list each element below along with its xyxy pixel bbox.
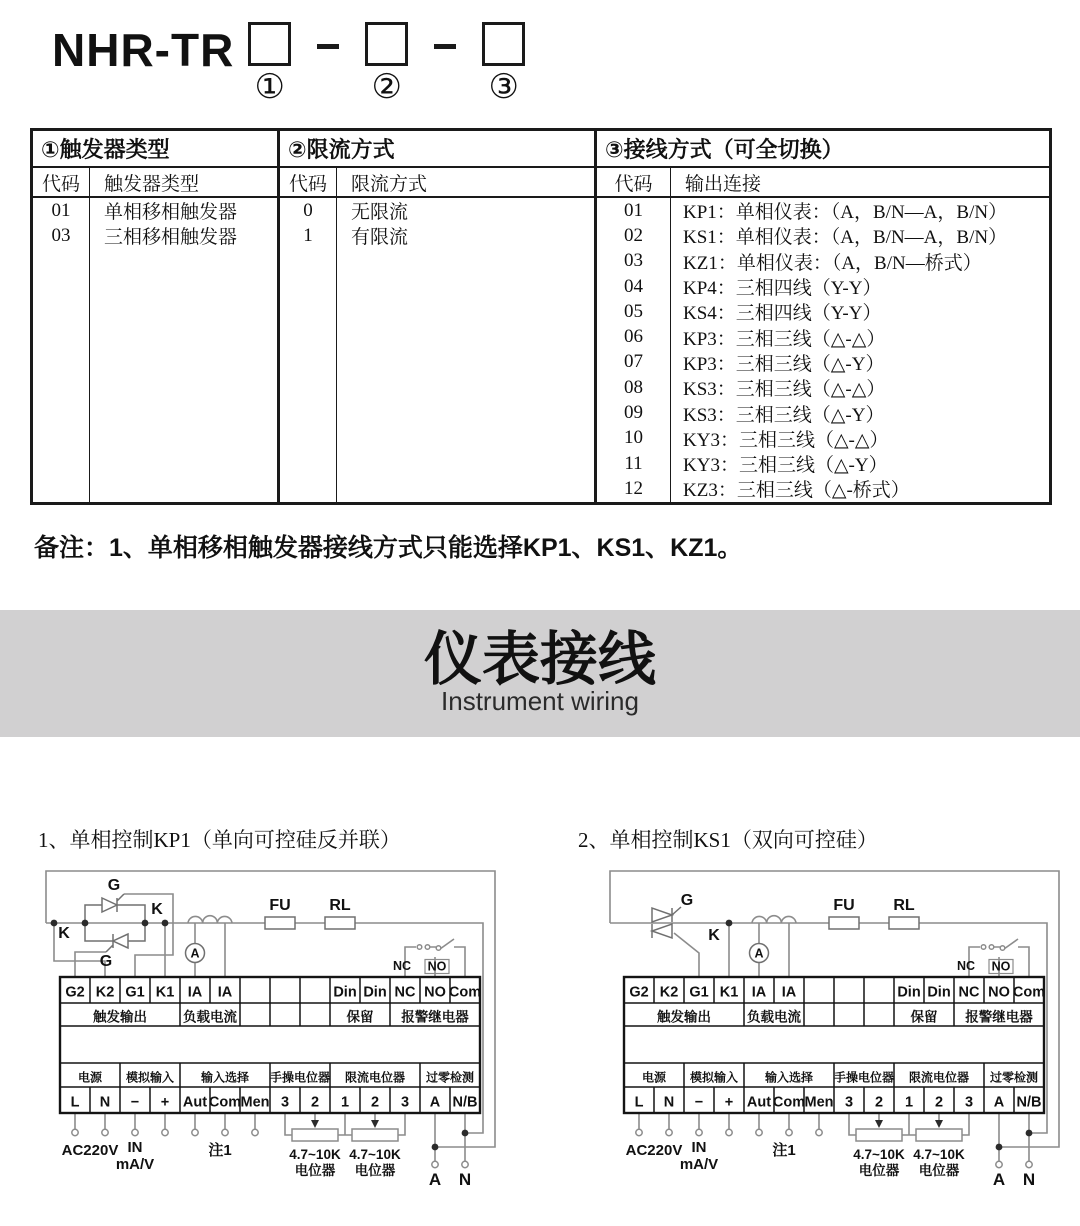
code-cell: 05 <box>624 300 643 322</box>
terminal: Din <box>927 984 951 1001</box>
code-cell: 04 <box>624 275 643 297</box>
label-cell: KP1：单相仪表：（A，B/N—A，B/N） <box>683 202 1008 224</box>
terminal: N <box>99 1094 111 1111</box>
load-label: RL <box>329 897 351 914</box>
circled-1: ① <box>254 67 286 107</box>
model-slot-3 <box>482 22 525 106</box>
terminal: K2 <box>659 984 679 1001</box>
input-label: IN <box>127 1139 143 1156</box>
terminal-strip <box>624 977 1044 1113</box>
relay-nc-label: NC <box>392 959 412 973</box>
fuse <box>829 897 859 929</box>
label-column <box>90 198 277 502</box>
model-slot-2 <box>365 22 408 106</box>
label-cell: KP3：三相三线（△-△） <box>683 328 886 350</box>
group-label: 负载电流 <box>183 1009 237 1025</box>
group-label: 模拟输入 <box>125 1070 175 1085</box>
group-label: 保留 <box>346 1009 374 1025</box>
group-label: 触发输出 <box>93 1009 147 1025</box>
section-title: ③接线方式（可全切换） <box>597 131 1049 168</box>
terminal: G1 <box>689 984 709 1001</box>
code-cell: 09 <box>624 402 643 424</box>
relay-contacts <box>957 939 1029 977</box>
label-cell: KP3：三相三线（△-Y） <box>683 353 885 375</box>
terminal: K1 <box>719 984 739 1001</box>
model-prefix: NHR-TR <box>52 24 235 76</box>
group-label: 过零检测 <box>425 1070 475 1085</box>
section-body <box>33 198 277 502</box>
terminal: IA <box>187 984 203 1001</box>
group-label: 手操电位器 <box>833 1070 895 1085</box>
terminal: IA <box>781 984 797 1001</box>
relay-contacts <box>393 939 465 977</box>
terminal: NO <box>988 984 1010 1001</box>
pot-name-label: 电位器 <box>858 1163 900 1178</box>
terminal: Men <box>240 1094 270 1111</box>
label-cell: KS3：三相三线（△-△） <box>683 379 886 401</box>
label-cell: 无限流 <box>351 202 409 224</box>
wiring-diagram-ks1 <box>604 863 1078 1207</box>
group-label: 触发输出 <box>657 1009 711 1025</box>
label-cell: KS4：三相四线（Y-Y） <box>683 303 882 325</box>
pot-value-label: 4.7~10K <box>853 1147 905 1162</box>
pot-value-label: 4.7~10K <box>349 1147 401 1162</box>
terminal: − <box>130 1094 140 1111</box>
load-resistor <box>325 897 355 929</box>
input-unit-label: mA/V <box>115 1156 155 1173</box>
label-cell: KP4：三相四线（Y-Y） <box>683 278 882 300</box>
terminal: Din <box>363 984 387 1001</box>
cathode-label: K <box>151 901 163 918</box>
diagram-title-ks1: 2、单相控制KS1（双向可控硅） <box>578 828 878 852</box>
annotation-labels <box>626 892 1035 1189</box>
terminal: G1 <box>125 984 145 1001</box>
group-label: 保留 <box>910 1009 938 1025</box>
terminal: 2 <box>370 1094 380 1111</box>
group-label: 输入选择 <box>200 1070 250 1085</box>
input-label: IN <box>691 1139 707 1156</box>
circled-3: ③ <box>488 67 520 107</box>
fuse-label: FU <box>833 897 855 914</box>
terminal: Com <box>208 1094 242 1111</box>
group-label: 模拟输入 <box>689 1070 739 1085</box>
code-cell: 1 <box>303 224 313 246</box>
terminal: N/B <box>452 1094 478 1111</box>
terminal: A <box>429 1094 441 1111</box>
label-column <box>337 198 594 502</box>
pot-name-label: 电位器 <box>918 1163 960 1178</box>
group-label: 输入选择 <box>764 1070 814 1085</box>
label-cell: KS3：三相三线（△-Y） <box>683 404 885 426</box>
section-subheader <box>280 168 594 198</box>
current-transformer <box>186 944 205 963</box>
section-wiring-mode <box>594 131 1049 502</box>
section-title: ②限流方式 <box>280 131 594 168</box>
load-resistor <box>889 897 919 929</box>
terminal: IA <box>751 984 767 1001</box>
group-label: 报警继电器 <box>965 1009 1033 1025</box>
ammeter-label: A <box>190 946 200 961</box>
gate-label: G <box>99 953 113 970</box>
pot-value-label: 4.7~10K <box>289 1147 341 1162</box>
diagram-title-kp1: 1、单相控制KP1（单向可控硅反并联） <box>38 828 401 852</box>
section-trigger-type <box>33 131 277 502</box>
terminal: N/B <box>1016 1094 1042 1111</box>
terminal: 3 <box>400 1094 410 1111</box>
terminal: NC <box>958 984 980 1001</box>
label-column <box>671 198 1049 502</box>
code-column <box>597 198 671 502</box>
section-current-limit <box>277 131 594 502</box>
dash-separator <box>434 44 456 49</box>
terminal: Aut <box>182 1094 208 1111</box>
code-cell: 11 <box>624 452 643 474</box>
terminal: NO <box>424 984 446 1001</box>
code-cell: 03 <box>624 250 643 272</box>
terminal: N <box>663 1094 675 1111</box>
group-label: 电源 <box>641 1070 667 1085</box>
code-cell: 07 <box>624 351 643 373</box>
section-banner <box>0 610 1080 737</box>
code-cell: 01 <box>624 199 643 221</box>
line-a-label: A <box>428 1170 442 1189</box>
dash-separator <box>317 44 339 49</box>
code-column <box>280 198 337 502</box>
section-title: ①触发器类型 <box>33 131 277 168</box>
code-cell: 0 <box>303 199 313 221</box>
code-header: 代码 <box>33 168 90 196</box>
terminal: G2 <box>629 984 649 1001</box>
terminal: 3 <box>964 1094 974 1111</box>
terminal: Din <box>897 984 921 1001</box>
cathode-label: K <box>58 925 70 942</box>
label-cell: KS1：单相仪表：（A，B/N—A，B/N） <box>683 227 1008 249</box>
terminal: Men <box>804 1094 834 1111</box>
group-label: 手操电位器 <box>269 1070 331 1085</box>
fuse <box>265 897 295 929</box>
wiring-diagram-kp1 <box>40 863 514 1207</box>
power-label: AC220V <box>61 1142 119 1159</box>
code-column <box>33 198 90 502</box>
model-ordering-header <box>52 22 525 106</box>
code-header: 代码 <box>280 168 337 196</box>
model-box-3 <box>482 22 525 66</box>
terminal: NC <box>394 984 416 1001</box>
label-cell: KZ1：单相仪表：（A，B/N—桥式） <box>683 252 982 274</box>
code-cell: 01 <box>51 199 71 221</box>
terminal: K2 <box>95 984 115 1001</box>
label-cell: KZ3：三相三线（△-桥式） <box>683 480 910 502</box>
terminal: K1 <box>155 984 175 1001</box>
terminal: 2 <box>934 1094 944 1111</box>
terminal: 2 <box>310 1094 320 1111</box>
terminal: 2 <box>874 1094 884 1111</box>
label-cell: 三相移相触发器 <box>104 227 238 249</box>
group-label: 限流电位器 <box>344 1070 406 1085</box>
group-label: 电源 <box>77 1070 103 1085</box>
terminal: + <box>724 1094 734 1111</box>
code-cell: 06 <box>624 326 643 348</box>
group-label: 过零检测 <box>989 1070 1039 1085</box>
ammeter-label: A <box>754 946 764 961</box>
model-box-2 <box>365 22 408 66</box>
terminal: Com <box>772 1094 806 1111</box>
terminal: 3 <box>280 1094 290 1111</box>
code-cell: 10 <box>624 427 643 449</box>
terminal-strip <box>60 977 480 1113</box>
pot-value-label: 4.7~10K <box>913 1147 965 1162</box>
terminal: − <box>694 1094 704 1111</box>
model-selection-table <box>30 128 1052 505</box>
label-header: 触发器类型 <box>104 173 200 195</box>
group-label: 报警继电器 <box>401 1009 469 1025</box>
model-box-1 <box>248 22 291 66</box>
terminal: 3 <box>844 1094 854 1111</box>
label-cell: KY3：三相三线（△-Y） <box>683 455 888 477</box>
code-cell: 02 <box>624 224 643 246</box>
group-label: 限流电位器 <box>908 1070 970 1085</box>
terminal: A <box>993 1094 1005 1111</box>
code-cell: 12 <box>624 477 643 499</box>
pot-name-label: 电位器 <box>294 1163 336 1178</box>
load-label: RL <box>893 897 915 914</box>
code-cell: 08 <box>624 376 643 398</box>
note-ref-label: 注1 <box>208 1142 232 1159</box>
code-header: 代码 <box>597 168 671 196</box>
line-a-label: A <box>992 1170 1006 1189</box>
relay-no-label: NO <box>991 959 1011 974</box>
terminal: IA <box>217 984 233 1001</box>
section-body <box>280 198 594 502</box>
note-ref-label: 注1 <box>772 1142 796 1159</box>
label-header: 输出连接 <box>685 173 762 195</box>
terminal: Com <box>1012 984 1046 1001</box>
code-cell: 03 <box>51 224 71 246</box>
label-header: 限流方式 <box>351 173 428 195</box>
terminal: Aut <box>746 1094 772 1111</box>
relay-no-label: NO <box>427 959 447 974</box>
terminal: G2 <box>65 984 85 1001</box>
section-subheader <box>33 168 277 198</box>
banner-title: 仪表接线 <box>423 627 656 692</box>
power-label: AC220V <box>625 1142 683 1159</box>
group-label: 负载电流 <box>747 1009 801 1025</box>
circled-2: ② <box>371 67 403 107</box>
gate-label: G <box>680 892 694 909</box>
relay-nc-label: NC <box>956 959 976 973</box>
terminal: 1 <box>904 1094 914 1111</box>
label-cell: 单相移相触发器 <box>104 202 238 224</box>
gate-label: G <box>107 877 121 894</box>
model-slot-1 <box>248 22 291 106</box>
terminal: Com <box>448 984 482 1001</box>
terminal: Din <box>333 984 357 1001</box>
current-transformer <box>750 944 769 963</box>
input-unit-label: mA/V <box>679 1156 719 1173</box>
remark-note: 备注：1、单相移相触发器接线方式只能选择KP1、KS1、KZ1。 <box>34 534 743 562</box>
line-n-label: N <box>458 1170 472 1189</box>
terminal: 1 <box>340 1094 350 1111</box>
pot-name-label: 电位器 <box>354 1163 396 1178</box>
section-subheader <box>597 168 1049 198</box>
label-cell: 有限流 <box>351 227 409 249</box>
terminal: L <box>634 1094 644 1111</box>
cathode-label: K <box>708 927 720 944</box>
line-n-label: N <box>1022 1170 1036 1189</box>
label-cell: KY3：三相三线（△-△） <box>683 429 889 451</box>
terminal: L <box>70 1094 80 1111</box>
terminal: + <box>160 1094 170 1111</box>
fuse-label: FU <box>269 897 291 914</box>
section-body <box>597 198 1049 502</box>
banner-subtitle: Instrument wiring <box>441 686 639 716</box>
